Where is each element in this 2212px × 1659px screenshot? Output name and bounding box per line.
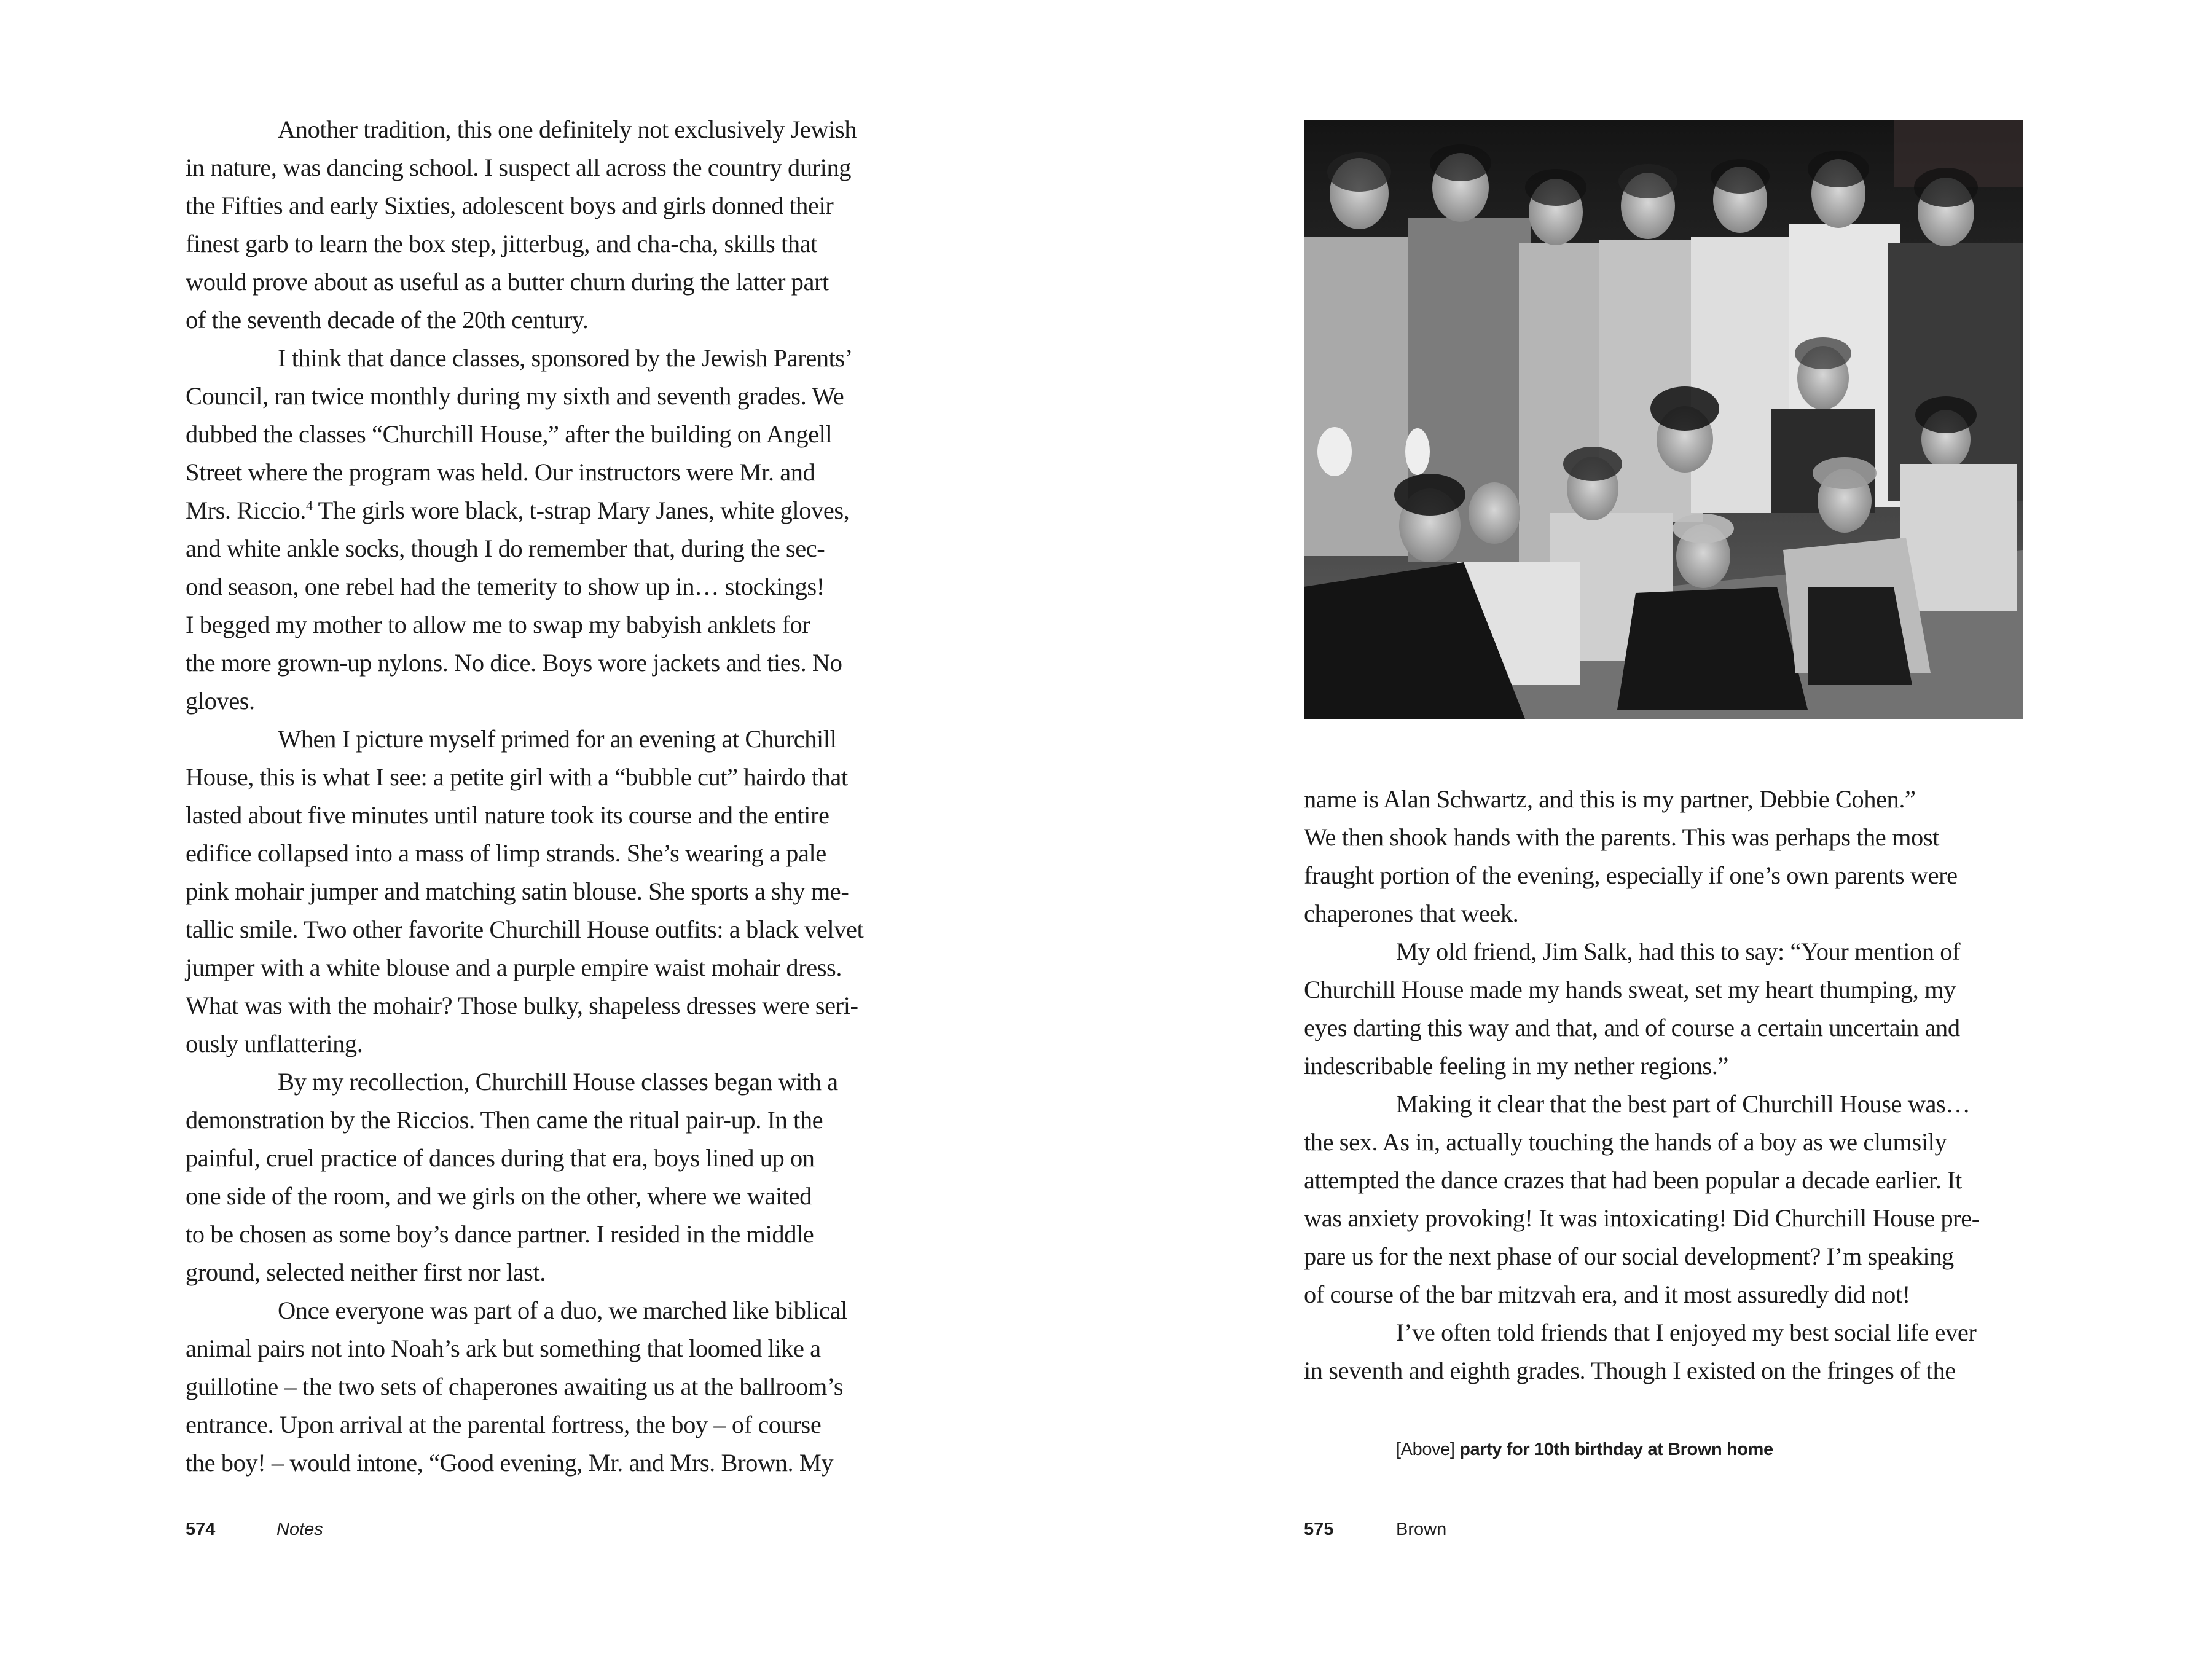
left-page-body-text (186, 111, 923, 1482)
text-line: Making it clear that the best part of Churchill House was… (1396, 1090, 1971, 1118)
text-line: pink mohair jumper and matching satin blouse. She sports a shy me- (186, 877, 849, 905)
text-line: House, this is what I see: a petite girl with a “bubble cut” hairdo that (186, 763, 848, 791)
text-line: Street where the program was held. Our instructors were Mr. and (186, 458, 815, 486)
text-line: indescribable feeling in my nether regions.” (1304, 1052, 1728, 1080)
text-line: guillotine – the two sets of chaperones awaiting us at the ballroom’s (186, 1373, 844, 1400)
right-page-body-text (1304, 780, 2041, 1390)
text-line: edifice collapsed into a mass of limp strands. She’s wearing a pale (186, 839, 826, 867)
photo-image (1304, 120, 2023, 719)
text-line: was anxiety provoking! It was intoxicating! Did Churchill House pre- (1304, 1204, 1980, 1232)
text-line: and white ankle socks, though I do remember that, during the sec- (186, 535, 825, 562)
text-line: jumper with a white blouse and a purple empire waist mohair dress. (186, 954, 842, 981)
text-line: in seventh and eighth grades. Though I existed on the fringes of the (1304, 1357, 1956, 1384)
text-line: the Fifties and early Sixties, adolescent boys and girls donned their (186, 192, 834, 219)
text-line: painful, cruel practice of dances during that era, boys lined up on (186, 1144, 815, 1172)
text-line-with-footnote (186, 492, 923, 530)
text-line: I think that dance classes, sponsored by the Jewish Parents’ (278, 344, 853, 372)
text-line: entrance. Upon arrival at the parental fortress, the boy – of course (186, 1411, 822, 1438)
text-line: tallic smile. Two other favorite Churchill House outfits: a black velvet (186, 916, 864, 943)
text-line: fraught portion of the evening, especially if one’s own parents were (1304, 861, 1958, 889)
text-line: pare us for the next phase of our social development? I’m speaking (1304, 1242, 1954, 1270)
text-line: I begged my mother to allow me to swap my babyish anklets for (186, 611, 810, 638)
footnote-reference[interactable]: 4 (305, 498, 313, 513)
text-line: of the seventh decade of the 20th century. (186, 306, 589, 334)
running-head: Notes (276, 1520, 323, 1539)
photo-caption (1396, 1440, 1773, 1460)
text-line: Churchill House made my hands sweat, set my heart thumping, my (1304, 976, 1956, 1003)
text-line: ously unflattering. (186, 1030, 363, 1057)
text-line: lasted about five minutes until nature took its course and the entire (186, 801, 830, 829)
text-line: in nature, was dancing school. I suspect all across the country during (186, 154, 852, 181)
page-number: 574 (186, 1520, 216, 1539)
text-line: demonstration by the Riccios. Then came the ritual pair-up. In the (186, 1106, 823, 1134)
text-line: We then shook hands with the parents. This was perhaps the most (1304, 823, 1939, 851)
text-line: What was with the mohair? Those bulky, shapeless dresses were seri- (186, 992, 858, 1019)
text-line: Another tradition, this one definitely not exclusively Jewish (278, 116, 857, 143)
text-line: My old friend, Jim Salk, had this to say: “Your mention of (1396, 938, 1961, 965)
text-line: to be chosen as some boy’s dance partner. I resided in the middle (186, 1220, 814, 1248)
page-number: 575 (1304, 1520, 1334, 1539)
text-line: ond season, one rebel had the temerity to show up in… stockings! (186, 573, 825, 600)
text-line: chaperones that week. (1304, 900, 1519, 927)
group-photograph (1304, 120, 2023, 719)
text-line: By my recollection, Churchill House classes began with a (278, 1068, 838, 1096)
text-line: Council, ran twice monthly during my sixth and seventh grades. We (186, 382, 844, 410)
text-line: the sex. As in, actually touching the hands of a boy as we clumsily (1304, 1128, 1947, 1156)
text-line: would prove about as useful as a butter churn during the latter part (186, 268, 829, 296)
text-line: the more grown-up nylons. No dice. Boys wore jackets and ties. No (186, 649, 842, 677)
text-line: I’ve often told friends that I enjoyed my best social life ever (1396, 1319, 1977, 1346)
text-line: finest garb to learn the box step, jitterbug, and cha-cha, skills that (186, 230, 817, 257)
right-page (1106, 0, 2212, 1659)
text-line: one side of the room, and we girls on the other, where we waited (186, 1182, 812, 1210)
text-line: name is Alan Schwartz, and this is my partner, Debbie Cohen.” (1304, 785, 1916, 813)
text-line: When I picture myself primed for an evening at Churchill (278, 725, 837, 753)
text-line: of course of the bar mitzvah era, and it most assuredly did not! (1304, 1281, 1910, 1308)
text-line: animal pairs not into Noah’s ark but something that loomed like a (186, 1335, 821, 1362)
text-line: dubbed the classes “Churchill House,” after the building on Angell (186, 420, 833, 448)
text-line: eyes darting this way and that, and of course a certain uncertain and (1304, 1014, 1960, 1041)
text-line: ground, selected neither first nor last. (186, 1258, 546, 1286)
text-segment: Mrs. Riccio. (186, 496, 306, 524)
caption-text: party for 10th birthday at Brown home (1459, 1440, 1773, 1459)
text-line: attempted the dance crazes that had been popular a decade earlier. It (1304, 1166, 1962, 1194)
text-line: the boy! – would intone, “Good evening, Mr. and Mrs. Brown. My (186, 1449, 834, 1477)
text-segment: The girls wore black, t-strap Mary Janes, white gloves, (312, 496, 850, 524)
caption-label: [Above] (1396, 1440, 1455, 1459)
running-head: Brown (1396, 1520, 1447, 1539)
text-line: gloves. (186, 687, 255, 715)
text-line: Once everyone was part of a duo, we marched like biblical (278, 1296, 847, 1324)
